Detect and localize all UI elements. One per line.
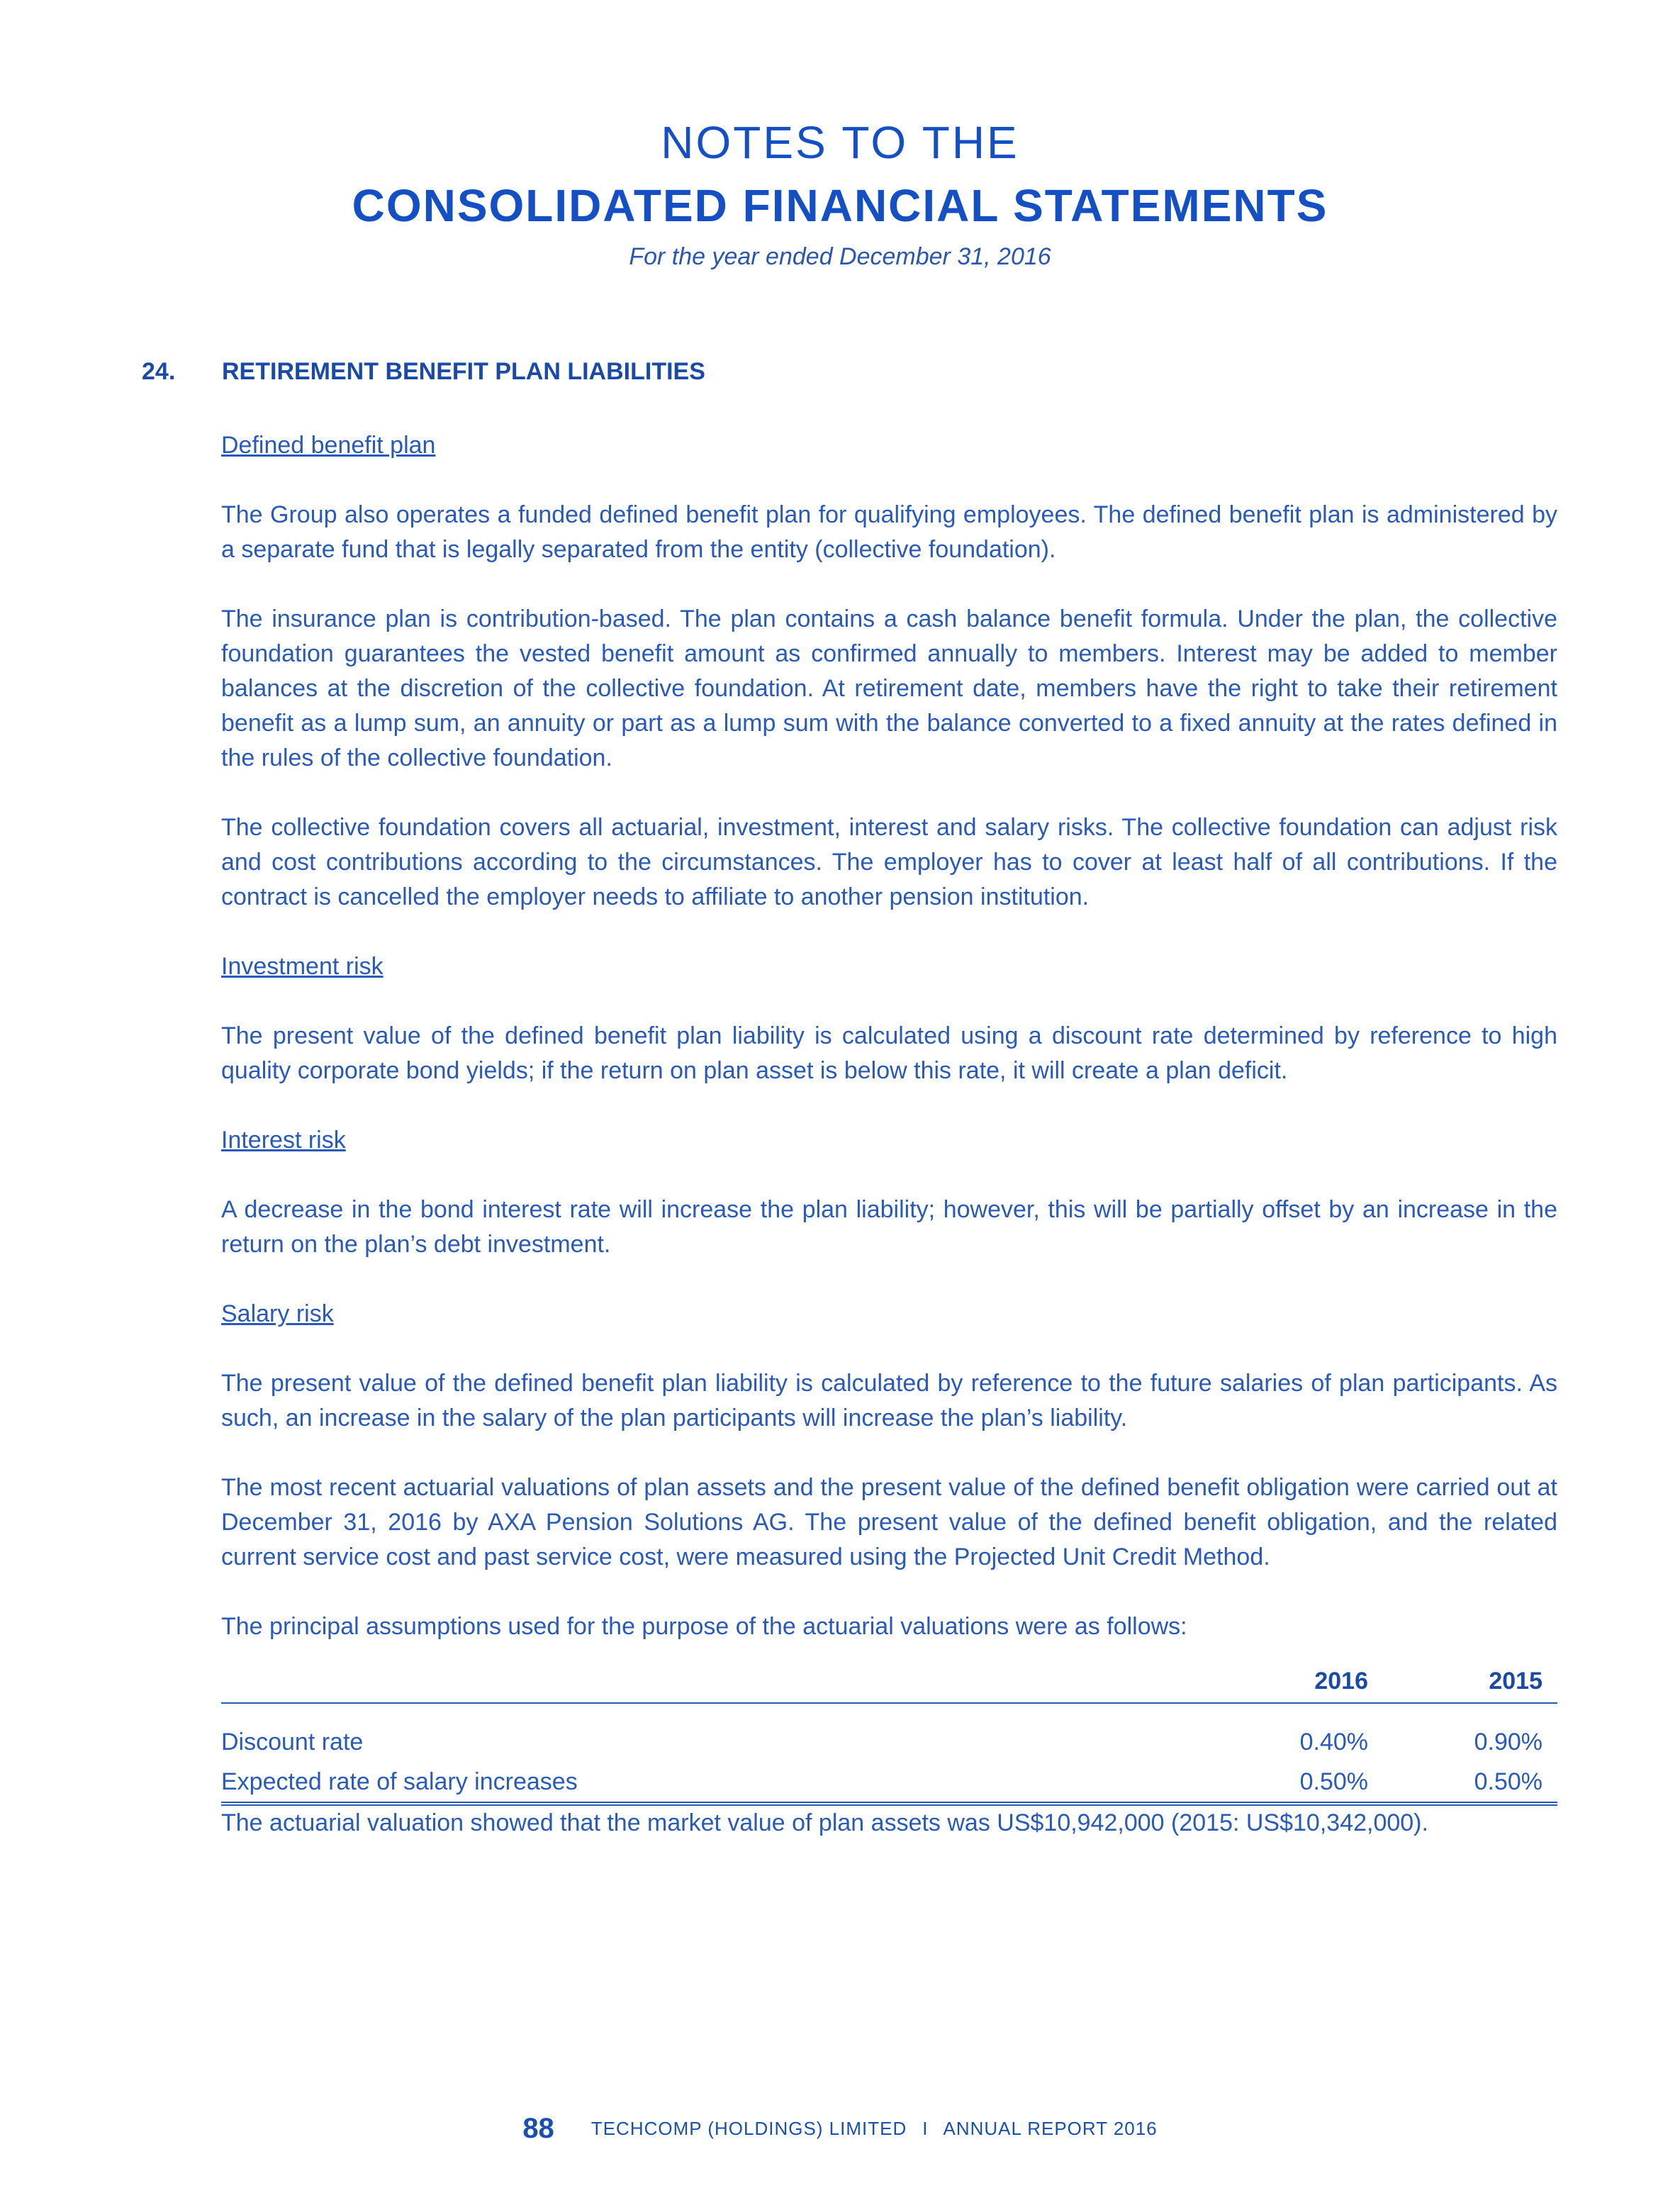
paragraph: The collective foundation covers all actuarial, investment, interest and salary risks. The collective foundation can adjust risk and cost contributions according to the circumstances. The employer has to cover at least half of all contributions. If the contract is cancelled the employer needs to affiliate to another pension institution.	[221, 814, 1557, 910]
subheading-investment-risk: Investment risk	[221, 953, 383, 980]
paragraph: The principal assumptions used for the purpose of the actuarial valuations were as follows:	[221, 1613, 1187, 1640]
paragraph: The Group also operates a funded defined benefit plan for qualifying employees. The defined benefit plan is administered by a separate fund that is legally separated from the entity (collective foundation).	[221, 501, 1557, 563]
row-label: Expected rate of salary increases	[221, 1768, 578, 1795]
value-2015: 0.90%	[1474, 1729, 1542, 1756]
header-title: CONSOLIDATED FINANCIAL STATEMENTS	[352, 180, 1328, 231]
section-heading	[142, 358, 705, 386]
paragraph: The present value of the defined benefit plan liability is calculated by reference to the future salaries of plan participants. As such, an increase in the salary of the plan participants will increase the plan’s liability.	[221, 1370, 1557, 1431]
table-header-row	[221, 1664, 1557, 1704]
footer-separator: I	[922, 2118, 928, 2139]
paragraph: The actuarial valuation showed that the market value of plan assets was US$10,942,000 (2015: US$10,342,000).	[221, 1809, 1428, 1836]
report-name: ANNUAL REPORT 2016	[943, 2118, 1158, 2139]
page-header	[0, 112, 1680, 274]
section-number: 24.	[142, 358, 176, 385]
paragraph: The present value of the defined benefit plan liability is calculated using a discount rate determined by reference to high quality corporate bond yields; if the return on plan asset is below this rate, it will create a plan deficit.	[221, 1022, 1557, 1084]
column-header-2016: 2016	[1314, 1668, 1368, 1695]
page-number: 88	[522, 2113, 554, 2144]
value-2015: 0.50%	[1474, 1768, 1542, 1795]
value-2016: 0.50%	[1299, 1768, 1368, 1795]
subheading-salary-risk: Salary risk	[221, 1300, 334, 1327]
paragraph: The most recent actuarial valuations of plan assets and the present value of the defined benefit obligation were carried out at December 31, 2016 by AXA Pension Solutions AG. The present value of the defined benefit obligation, and the related current service cost and past service cost, were measured using the Projected Unit Credit Method.	[221, 1474, 1557, 1570]
table-row	[221, 1725, 1557, 1765]
column-header-2015: 2015	[1489, 1668, 1542, 1695]
subheading-interest-risk: Interest risk	[221, 1127, 346, 1154]
page-footer	[0, 2113, 1680, 2145]
header-line-notes: NOTES TO THE	[661, 117, 1019, 168]
table-row	[221, 1765, 1557, 1806]
note-body	[221, 428, 1557, 1875]
header-period: For the year ended December 31, 2016	[629, 243, 1051, 270]
paragraph: A decrease in the bond interest rate will increase the plan liability; however, this will be partially offset by an increase in the return on the plan’s debt investment.	[221, 1196, 1557, 1258]
assumptions-table	[221, 1664, 1557, 1806]
value-2016: 0.40%	[1299, 1729, 1368, 1756]
paragraph: The insurance plan is contribution-based. The plan contains a cash balance benefit formula. Under the plan, the collective foundation guarantees the vested benefit amount as confirmed annually to members. Interest may be added to member balances at the discretion of the collective foundation. At retirement date, members have the right to take their retirement benefit as a lump sum, an annuity or part as a lump sum with the balance converted to a fixed annuity at the rates defined in the rules of the collective foundation.	[221, 605, 1557, 771]
row-label: Discount rate	[221, 1729, 364, 1756]
company-name: TECHCOMP (HOLDINGS) LIMITED	[590, 2118, 907, 2139]
section-title: RETIREMENT BENEFIT PLAN LIABILITIES	[222, 358, 705, 385]
subheading-defined-benefit-plan: Defined benefit plan	[221, 432, 436, 459]
